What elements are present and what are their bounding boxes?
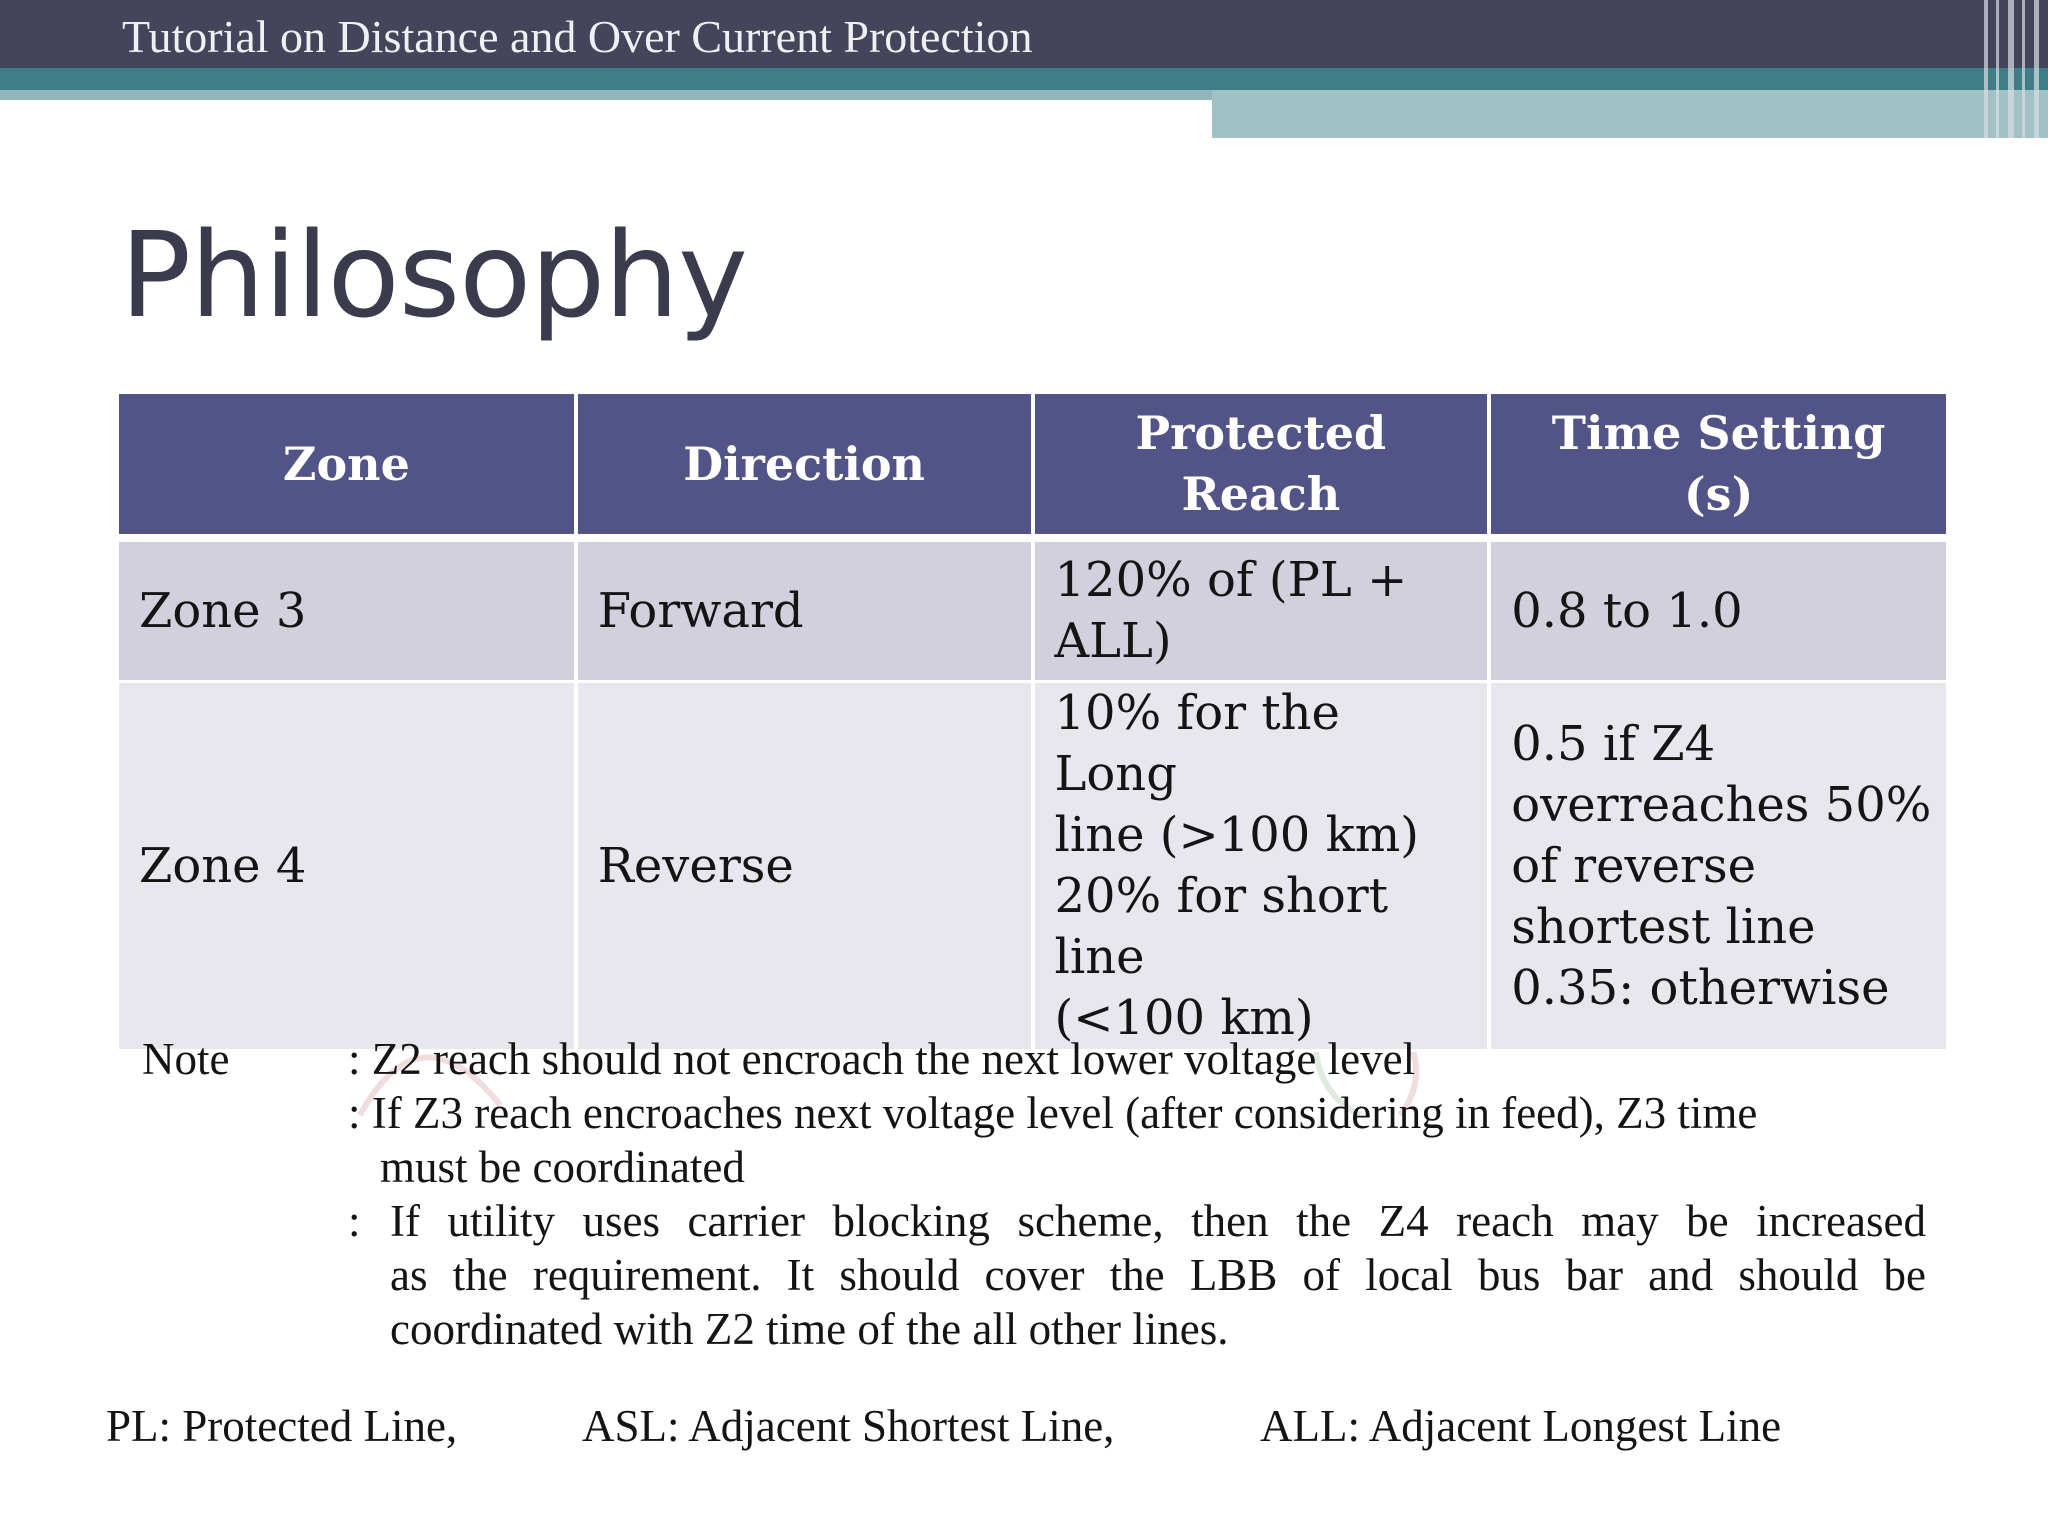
presentation-title: Tutorial on Distance and Over Current Protection bbox=[122, 11, 1033, 62]
header-stripe bbox=[1996, 0, 1999, 138]
cell-line: 0.5 if Z4 bbox=[1511, 715, 1716, 772]
note-line: : Z2 reach should not encroach the next lower voltage level bbox=[348, 1034, 1416, 1084]
header-stripe bbox=[2008, 0, 2014, 138]
header-stripe bbox=[2034, 0, 2039, 138]
cell-line: 120% of (PL + bbox=[1054, 552, 1408, 608]
cell-line: shortest line bbox=[1511, 898, 1816, 955]
header-time-setting bbox=[1489, 394, 1946, 538]
header-text-line: Time Setting bbox=[1551, 406, 1886, 460]
legend-all: ALL: Adjacent Longest Line bbox=[1260, 1401, 1782, 1451]
cell-line: (<100 km) bbox=[1054, 990, 1314, 1046]
header-protected-reach bbox=[1033, 394, 1490, 538]
cell-line: 10% for the Long bbox=[1054, 685, 1340, 802]
note-paragraph bbox=[390, 1194, 1926, 1356]
cell-line: 20% for short line bbox=[1054, 868, 1388, 985]
philosophy-table bbox=[119, 394, 1946, 1052]
header-bar bbox=[0, 0, 2048, 68]
header-text-line: Reach bbox=[1181, 467, 1341, 521]
cell-protected-reach bbox=[1033, 682, 1490, 1051]
cell-zone: Zone 3 bbox=[119, 538, 576, 682]
cell-direction: Forward bbox=[576, 538, 1033, 682]
table-row bbox=[119, 538, 1946, 682]
table-header-row bbox=[119, 394, 1946, 538]
header-accent-light bbox=[0, 90, 1212, 100]
cell-line: overreaches 50% bbox=[1511, 776, 1932, 833]
header-zone: Zone bbox=[119, 394, 576, 538]
header-stripe bbox=[2022, 0, 2025, 138]
cell-time-setting bbox=[1489, 538, 1946, 682]
legend-asl: ASL: Adjacent Shortest Line, bbox=[582, 1401, 1115, 1451]
note-line: : If Z3 reach encroaches next voltage level (after considering in feed), Z3 time bbox=[348, 1088, 1758, 1138]
slide-title: Philosophy bbox=[120, 206, 747, 344]
note-line: must be coordinated bbox=[380, 1142, 745, 1192]
note-paragraph-line: as the requirement. It should cover the LBB of local bus bar and should be bbox=[390, 1250, 1926, 1300]
note-label: Note bbox=[142, 1034, 230, 1084]
header-text-line: (s) bbox=[1683, 467, 1754, 521]
cell-protected-reach bbox=[1033, 538, 1490, 682]
legend-pl: PL: Protected Line, bbox=[106, 1401, 458, 1451]
cell-direction: Reverse bbox=[576, 682, 1033, 1051]
table-row bbox=[119, 682, 1946, 1051]
cell-line: 0.8 to 1.0 bbox=[1511, 582, 1743, 639]
cell-time-setting bbox=[1489, 682, 1946, 1051]
note-colon: : bbox=[348, 1196, 361, 1246]
header-stripe bbox=[1984, 0, 1988, 138]
cell-zone: Zone 4 bbox=[119, 682, 576, 1051]
cell-line: ALL) bbox=[1054, 613, 1172, 669]
cell-line: of reverse bbox=[1511, 837, 1757, 894]
header-accent-block bbox=[1212, 90, 2048, 138]
header-text-line: Protected bbox=[1135, 406, 1387, 460]
note-paragraph-line: coordinated with Z2 time of the all other lines. bbox=[390, 1304, 1229, 1354]
header-accent-band bbox=[0, 68, 2048, 90]
header-direction: Direction bbox=[576, 394, 1033, 538]
note-paragraph-line: If utility uses carrier blocking scheme, then the Z4 reach may be increased bbox=[390, 1196, 1926, 1246]
cell-line: 0.35: otherwise bbox=[1511, 959, 1890, 1016]
cell-line: line (>100 km) bbox=[1054, 807, 1419, 863]
